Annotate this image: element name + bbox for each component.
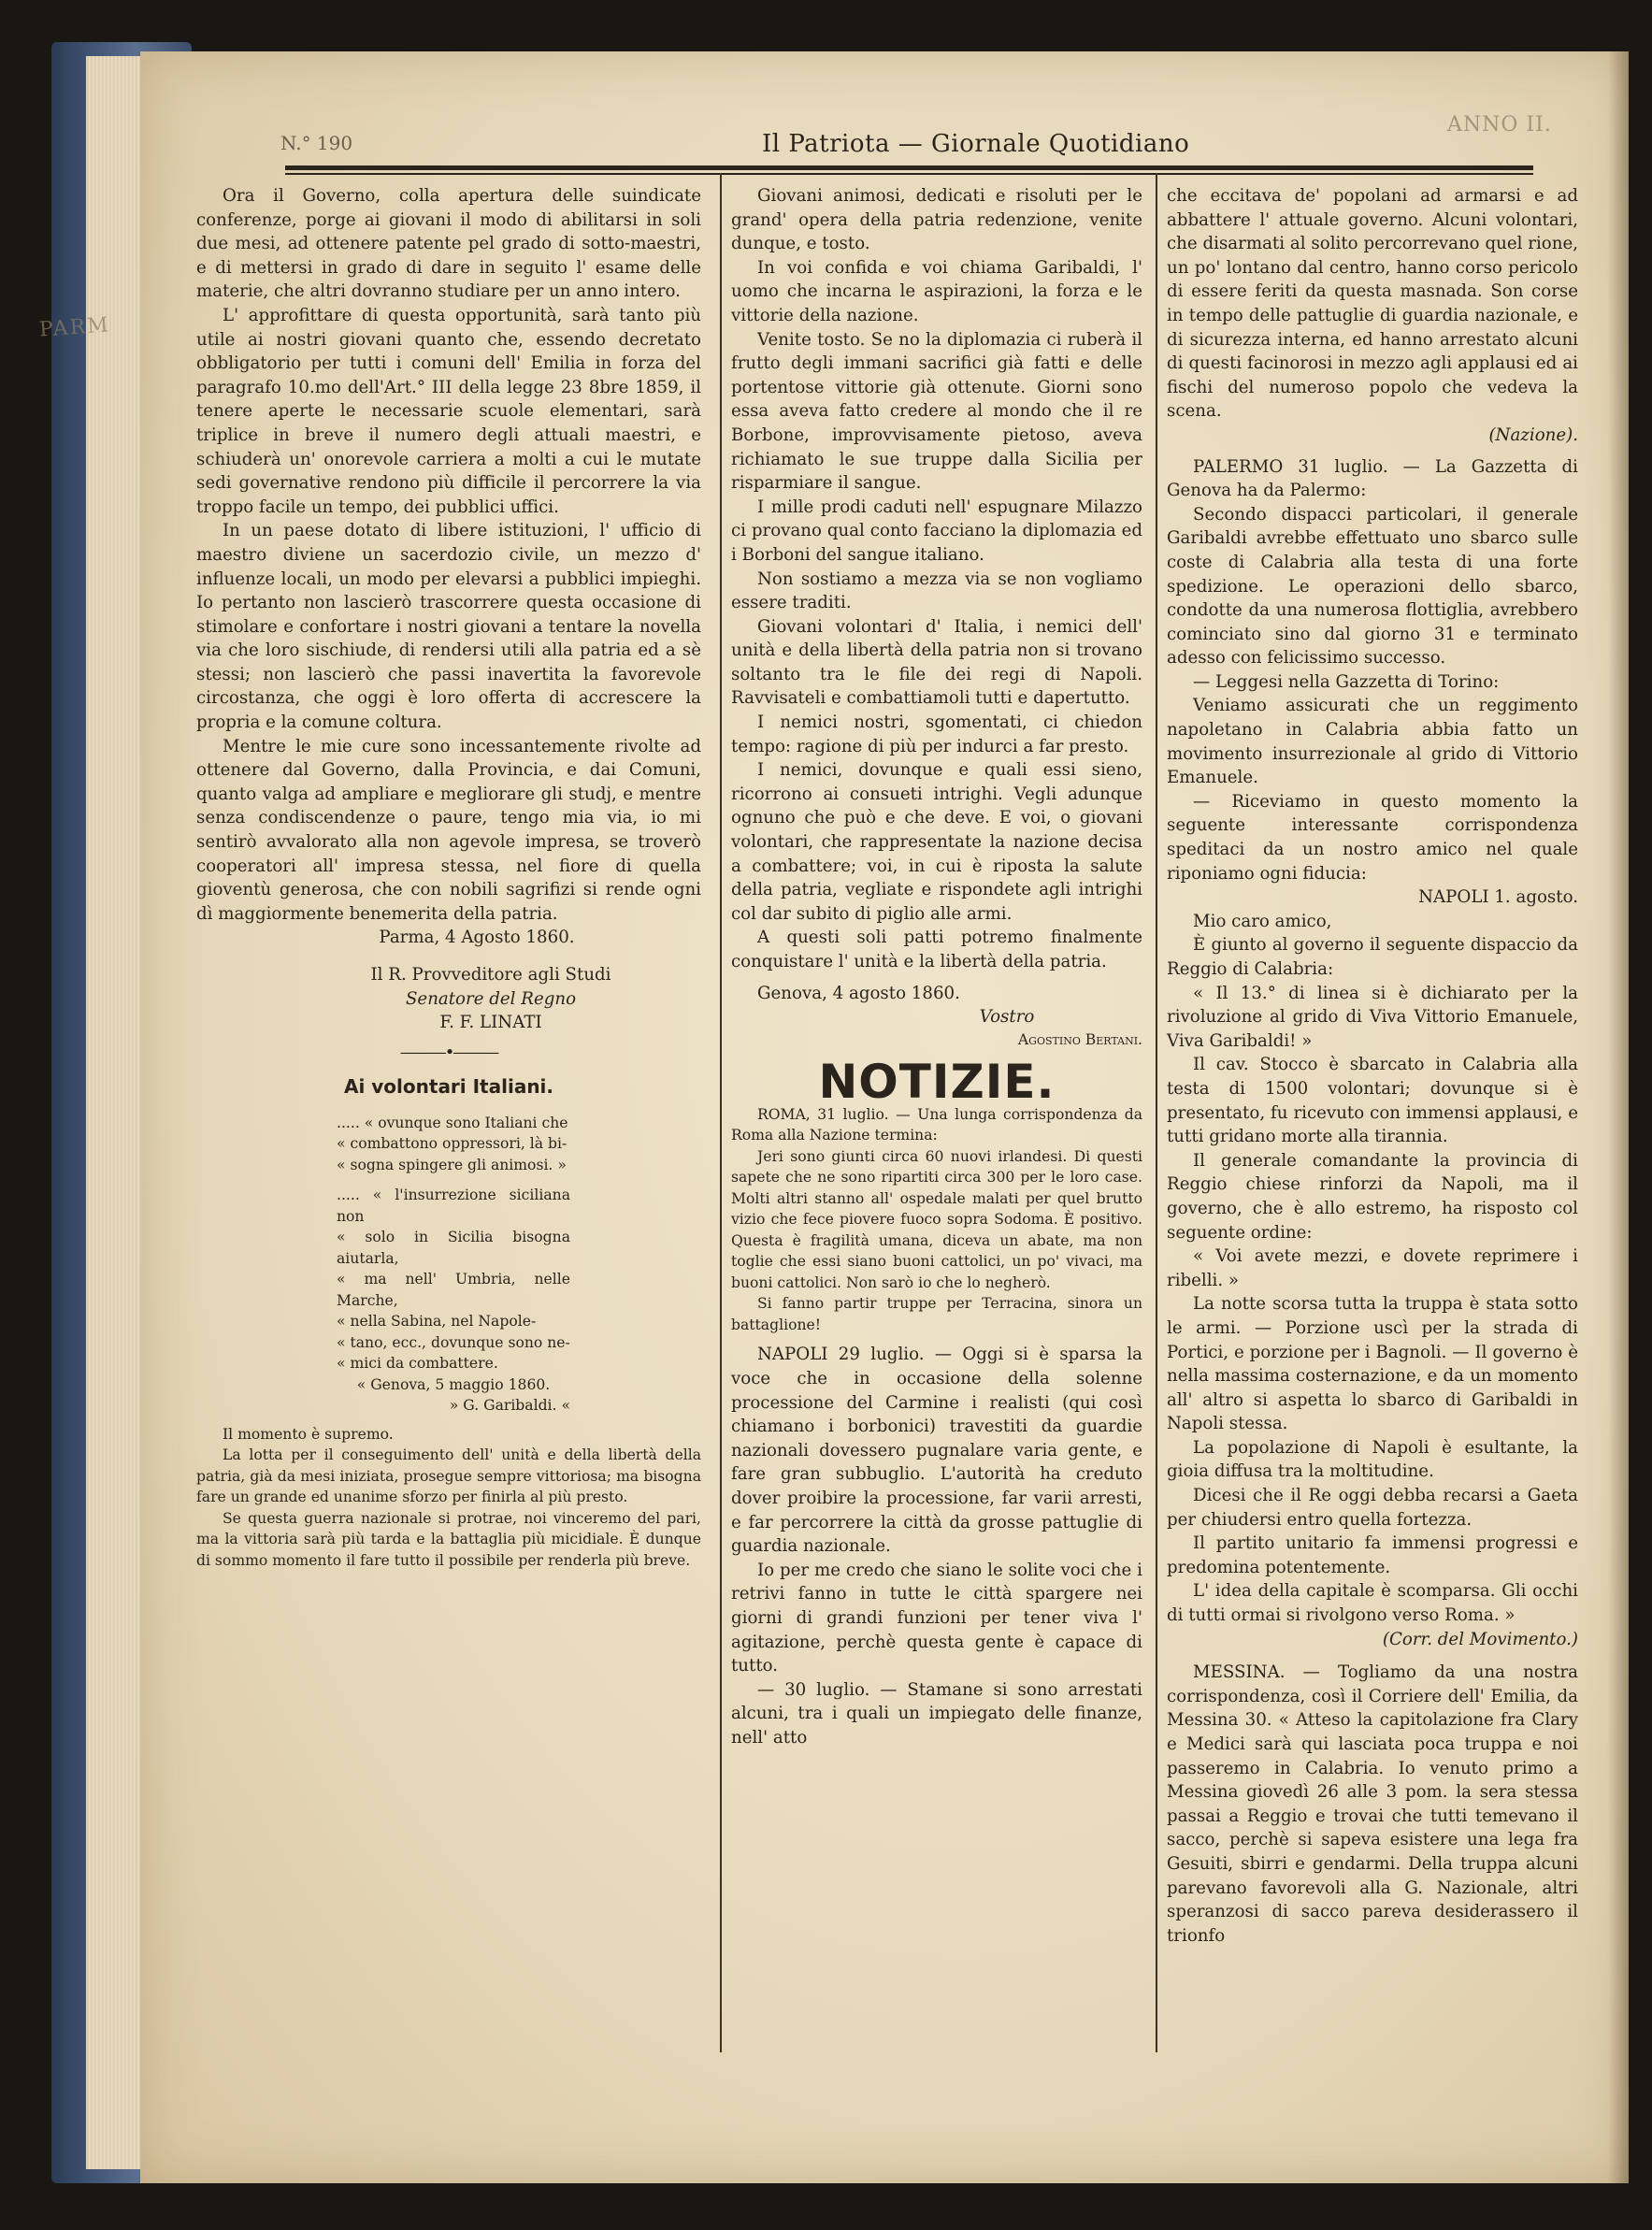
news-item: NAPOLI 29 luglio. — Oggi si è sparsa la voce che in occasione della solenne processione del Carmine i realisti (qui così chiamano i borbonici) travestiti da guardie nazionali dovessero pugnalare varia gente, e fare gran subbuglio. L'autorità ha creduto dover proibire la processione, far varii arresti, e far percorrere la città da grosse pattuglie di guardia nazionale. (731, 1345, 1142, 1557)
paragraph: Il generale comandante la provincia di Reggio chiese rinforzi da Napoli, ma il governo, che è allo estremo, ha risposto col seguente ordine: (1167, 1150, 1578, 1243)
paragraph: Giovani volontari d' Italia, i nemici dell' unità e della libertà della patria non si trovano soltanto tra le file dei regi di Napoli. Ravvisateli e combattiamoli tutti e dapertutto. (731, 616, 1142, 709)
dateline: NAPOLI 1. agosto. (1418, 887, 1578, 908)
signer-name: F. F. LINATI (439, 1013, 542, 1033)
paragraph: che eccitava de' popolani ad armarsi e ad abbattere l' attuale governo. Alcuni volontari, che disarmati al solito percorrevano quel rione, un po' lontano dal centro, hanno corso pericolo di essere feriti da questa masnada. Son corse in tempo delle pattuglie di guardia nazionale, e di sicurezza interna, ed hanno arrestato alcuni di questi facinorosi in mezzo agli applausi ed ai fischi del numeroso popolo che vedeva la scena. (1167, 186, 1578, 422)
library-stamp: PARM (38, 313, 111, 342)
paragraph: A questi soli patti potremo finalmente conquistare l' unità e la libertà della patria. (731, 928, 1142, 971)
header-rule (285, 165, 1533, 170)
source-credit: (Nazione). (1488, 424, 1578, 445)
paragraph: Venite tosto. Se no la diplomazia ci ruberà il frutto degli immani sacrifici già fatti e delle portentose vittorie già ottenute. Giorni sono essa aveva fatto credere al mondo che il re Borbone, improvvisamente pietoso, aveva richiamato le sue truppe dalla Sicilia per risparmiare il sangue. (731, 329, 1142, 494)
epigraph: ..... « ovunque sono Italiani che « combattono oppressori, là bi- « sogna spingere gli animosi. » ..... « l'insurrezione siciliana non « solo in Sicilia bisogna aiutarla, « ma nell' Umbria, nelle Marche, « nella Sabina, nel Napole- « tano, ecc., dovunque sono ne- « mici da combattere. « Genova, 5 maggio 1860. » G. Garibaldi. « (337, 1114, 570, 1415)
page-edges (86, 56, 142, 2169)
paragraph: I nemici, dovunque e quali essi sieno, ricorrono ai consueti intrighi. Vegli adunque ognuno che può e che deve. E voi, o giovani volontari, che rappresentate la nazione decisa a combattere; voi, in cui è riposta la salute della patria, vegliate e rispondete agli intrighi col dar subito di piglio alle armi. (731, 760, 1142, 924)
paragraph: Il momento è supremo. (223, 1425, 394, 1443)
corner-mark: ANNO II. (1447, 113, 1552, 137)
news-item: MESSINA. — Togliamo da una nostra corrispondenza, così il Corriere dell' Emilia, da Messina 30. « Atteso la capitolazione fra Clary e Medici sarà qui lasciata poca truppa e noi passeremo in Calabria. Io venuto primo a Messina giovedì 26 alle 3 pom. la sera stessa passai a Reggio e trovai che tutti temevano il sacco, perchè si sapeva esistere una lega fra Gesuiti, sbirri e gendarmi. Della truppa alcuni parevano favorevoli alla G. Nazionale, altri speranzosi di sacco pareva desiderassero il trionfo (1167, 1662, 1578, 1946)
source-credit: (Corr. del Movimento.) (1382, 1629, 1578, 1649)
column-divider (1156, 173, 1157, 2052)
paragraph: Mentre le mie cure sono incessantemente rivolte ad ottenere dal Governo, dalla Provincia, e dai Comuni, quanto valga ad ampliare e megliorare gli studj, e mentre senza condiscendenze o paure, tengo mia via, io mi sentirò avvalorato alla non agevole impresa, se troverò cooperatori all' impresa stessa, nel fiore di quella gioventù generosa, che con nobili sagrifizi si rende ogni dì maggiormente benemerita della patria. (196, 736, 701, 924)
paragraph: Il partito unitario fa immensi progressi e predomina potentemente. (1167, 1533, 1578, 1577)
page-number: N.° 190 (280, 132, 353, 154)
signature-line: Senatore del Regno (405, 988, 577, 1009)
paragraph: La lotta per il conseguimento dell' unità e della libertà della patria, già da mesi iniziata, prosegue sempre vittoriosa; ma bisogna fare un grande ed unanime sforzo per finirla al più presto. (196, 1446, 701, 1506)
paragraph: La popolazione di Napoli è esultante, la gioia diffusa tra la moltitudine. (1167, 1437, 1578, 1482)
paragraph: In un paese dotato di libere istituzioni, l' ufficio di maestro diviene un sacerdozio civile, un mezzo d' influenze locali, un modo per elevarsi a pubblici impieghi. Io pertanto non lascierò trascorrere questa occasione di stimolare e confortare i nostri giovani a tentare la novella via che loro sischiude, di rendersi utili alla patria ed a sè stessi; non lascierò che passi inavertita la favorevole circostanza, che oggi è loro offerta di accrescere la propria e la comune coltura. (196, 521, 701, 733)
paragraph: Io per me credo che siano le solite voci che i retrivi fanno in tutte le città spargere nei giorni di grandi funzioni per tener viva l' agitazione, perchè questa gente è capace di tutto. (731, 1560, 1142, 1676)
paragraph: L' approfittare di questa opportunità, sarà tanto più utile ai nostri giovani quanto che, essendo decretato obbligatorio per tutti i comuni dell' Emilia in forza del paragrafo 10.mo dell'Art.° III della legge 23 8bre 1859, il tenere aperte le necessarie scuole elementari, sarà triplice in breve il numero degli attuali maestri, e schiuderà un' onorevole carriera a molti a cui le mutate sedi governative rendono più difficile il percorrere la via troppo facile un tempo, dei pubblici uffici. (196, 305, 701, 517)
news-dateline: ROMA, 31 luglio. — Una lunga corrispondenza da Roma alla Nazione termina: (731, 1105, 1142, 1144)
paragraph: Dicesi che il Re oggi debba recarsi a Gaeta per chiudersi entro quella fortezza. (1167, 1486, 1578, 1530)
paragraph: In voi confida e voi chiama Garibaldi, l' uomo che incarna le aspirazioni, la forza e le vittorie della nazione. (731, 257, 1142, 325)
dateline: Parma, 4 Agosto 1860. (379, 928, 575, 948)
paragraph: È giunto al governo il seguente dispaccio da Reggio di Calabria: (1167, 935, 1578, 979)
news-dateline: PALERMO 31 luglio. — La Gazzetta di Genova ha da Palermo: (1167, 456, 1578, 501)
section-heading: Ai volontari Italiani. (343, 1075, 554, 1099)
paragraph: Giovani animosi, dedicati e risoluti per le grand' opera della patria redenzione, venite dunque, e tosto. (731, 186, 1142, 254)
section-title: NOTIZIE. (818, 1055, 1056, 1110)
paragraph: Ora il Governo, colla apertura delle suindicate conferenze, porge ai giovani il modo di abilitarsi in soli due mesi, ad ottenere patente pel grado di sotto-maestri, e di mettersi in grado di dare in seguito l' esame delle materie, che altri dovranno studiare per un anno intero. (196, 186, 701, 302)
column-2 (731, 184, 1142, 1749)
column-3 (1167, 184, 1578, 1948)
newspaper-page (140, 51, 1629, 2183)
paragraph: L' idea della capitale è scomparsa. Gli occhi di tutti ormai si rivolgono verso Roma. » (1167, 1581, 1578, 1626)
paragraph: La notte scorsa tutta la truppa è stata sotto le armi. — Porzione uscì per la strada di Portici, e porzione per i Bagnoli. — Il governo è nella massima costernazione, e da un momento all' altro si aspetta lo sbarco di Garibaldi in Napoli stessa. (1167, 1294, 1578, 1434)
ornament: ———•——— (399, 1042, 498, 1062)
paragraph: Secondo dispacci particolari, il generale Garibaldi avrebbe effettuato uno sbarco sulle coste di Calabria alla testa di una forte spedizione. Le operazioni dello sbarco, condotte da una numerosa flottiglia, avrebbero cominciato sino dal giorno 31 e terminato adesso con felicissimo successo. (1167, 504, 1578, 669)
paragraph: Jeri sono giunti circa 60 nuovi irlandesi. Di questi sapete che ne sono ripartiti circa 300 per le loro case. Molti altri stanno all' ospedale malati per quel brutto vizio che fece piovere fuoco sopra Sodoma. È positivo. Questa è fragilità umana, diceva un abate, ma non toglie che essi siano buoni cattolici, un po' vivaci, ma buoni cattolici. Non sarò io che lo negherò. (731, 1147, 1142, 1291)
salutation: Mio caro amico, (1193, 911, 1332, 931)
paragraph: « Il 13.° di linea si è dichiarato per la rivoluzione al grido di Viva Vittorio Emanuele, Viva Garibaldi! » (1167, 983, 1578, 1051)
newspaper-title: Il Patriota — Giornale Quotidiano (762, 130, 1190, 158)
paragraph: Non sostiamo a mezza via se non vogliamo essere traditi. (731, 568, 1142, 613)
paragraph: Si fanno partir truppe per Terracina, sinora un battaglione! (731, 1295, 1142, 1333)
column-divider (720, 173, 722, 2052)
signature-line: Il R. Provveditore agli Studi (370, 965, 611, 985)
paragraph: — 30 luglio. — Stamane si sono arrestati alcuni, tra i quali un impiegato delle finanze, nell' atto (731, 1679, 1142, 1748)
signer-name: Agostino Bertani. (1017, 1030, 1142, 1048)
paragraph: Il cav. Stocco è sbarcato in Calabria alla testa di 1500 volontari; dovunque si è presentato, fu ricevuto con immensi applausi, e tutti gridano morte alla tirannia. (1167, 1055, 1578, 1147)
paragraph: — Leggesi nella Gazzetta di Torino: (1193, 671, 1500, 692)
paragraph: Veniamo assicurati che un reggimento napoletano in Calabria abbia fatto un movimento insurrezionale al grido di Vittorio Emanuele. (1167, 696, 1578, 788)
masthead (140, 124, 1629, 171)
paragraph: Se questa guerra nazionale si protrae, noi vinceremo del pari, ma la vittoria sarà più tarda e la battaglia più micidiale. È dunque di sommo momento il fare tutto il possibile per renderla più breve. (196, 1509, 701, 1569)
dateline: Genova, 4 agosto 1860. (757, 983, 960, 1003)
column-1 (196, 184, 701, 1571)
signature-line: Vostro (979, 1007, 1035, 1028)
paragraph: — Riceviamo in questo momento la seguente interessante corrispondenza speditaci da un nostro amico nel quale riponiamo ogni fiducia: (1167, 791, 1578, 884)
paragraph: I mille prodi caduti nell' espugnare Milazzo ci provano qual conto facciano la diplomazia ed i Borboni del sangue italiano. (731, 496, 1142, 565)
paragraph: I nemici nostri, sgomentati, ci chiedon tempo: ragione di più per indurci a far presto. (731, 712, 1142, 756)
paragraph: « Voi avete mezzi, e dovete reprimere i ribelli. » (1167, 1246, 1578, 1290)
